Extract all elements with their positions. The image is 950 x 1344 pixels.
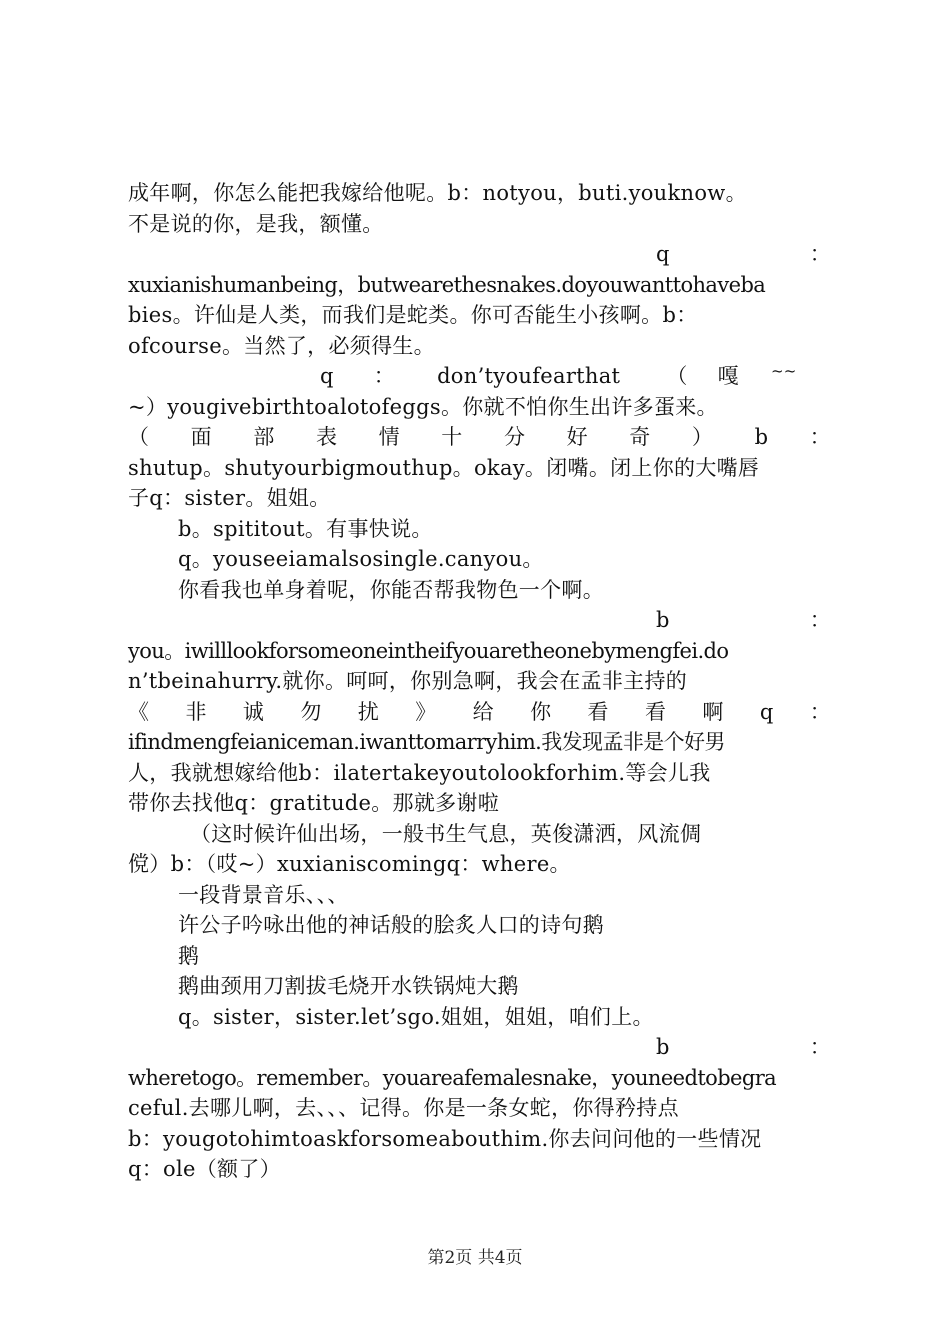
text-line: q。sister，sister.let’sgo.姐姐，姐姐，咱们上。 (178, 1004, 654, 1029)
speaker-label: b (754, 425, 769, 449)
document-body (128, 178, 831, 1185)
text-line: 鹅 (178, 943, 200, 968)
line-text: （ (666, 364, 688, 388)
line-text: 情 (378, 425, 400, 449)
text-line: you。iwilllookforsomeoneintheifyouaretheonebymengfei.do (128, 638, 729, 663)
line-text: 《 (128, 699, 150, 724)
text-line: q：ole（额了） (128, 1157, 281, 1181)
text-line: 不是说的你，是我，额懂。 (128, 211, 384, 236)
text-line: b。spititout。有事快说。 (178, 516, 433, 541)
line-text: 奇 (629, 425, 651, 449)
speaker-line (128, 697, 831, 728)
line-text: 看 (587, 699, 609, 724)
speaker-line (128, 361, 831, 392)
text-line: bies。许仙是人类，而我们是蛇类。你可否能生小孩啊。b： (128, 303, 698, 327)
text-line: ~）yougivebirthtoalotofeggs。你就不怕你生出许多蛋来。 (128, 394, 718, 419)
text-line: （这时候许仙出场，一般书生气息，英俊潇洒，风流倜 (190, 821, 702, 846)
line-text: 啊 (702, 699, 724, 724)
text-line: 一段背景音乐、、、 (178, 882, 349, 907)
speaker-label: b (655, 1035, 670, 1059)
text-line: 人，我就想嫁给他b：ilatertakeyoutolookforhim.等会儿我 (128, 760, 711, 785)
speaker-label: q (320, 364, 334, 388)
speaker-colon: ： (809, 608, 831, 632)
text-line: shutup。shutyourbigmouthup。okay。闭嘴。闭上你的大嘴唇 (128, 455, 760, 480)
line-text: 部 (253, 425, 275, 449)
page-number-footer: 第2页 共4页 (427, 1248, 523, 1268)
text-line: ifindmengfeianiceman.iwanttomarryhim.我发现孟非是个好男 (128, 730, 725, 754)
line-text: （ (128, 425, 150, 449)
text-line: xuxianishumanbeing，butwearethesnakes.doyouwanttohaveba (128, 272, 766, 297)
line-text: 表 (315, 425, 338, 449)
speaker-label: q (655, 242, 670, 266)
speaker-line (128, 605, 831, 636)
line-text: 非 (185, 699, 207, 724)
text-line: b：yougotohimtoaskforsomeabouthim.你去问问他的一些情况 (128, 1126, 762, 1151)
line-text: ~~ (770, 362, 797, 380)
text-line: 许公子吟咏出他的神话般的脍炙人口的诗句鹅 (178, 913, 604, 937)
line-text: 看 (644, 699, 667, 724)
speaker-label: q (759, 699, 774, 724)
text-line: n’tbeinahurry.就你。呵呵，你别急啊，我会在孟非主持的 (128, 669, 688, 693)
speaker-label: b (655, 608, 670, 632)
speaker-colon: ： (809, 242, 831, 266)
text-line: 子q：sister。姐姐。 (128, 486, 331, 510)
text-line: ofcourse。当然了，必须得生。 (128, 333, 435, 358)
speaker-colon: ： (809, 425, 831, 449)
text-line: 成年啊，你怎么能把我嫁给他呢。b：notyou，buti.youknow。 (128, 181, 747, 205)
line-text: 你 (530, 699, 552, 724)
text-line: q。youseeiamalsosingle.canyou。 (178, 547, 544, 571)
line-text: 》 (415, 699, 437, 724)
text-line: 傥）b：（哎~）xuxianiscomingq：where。 (128, 852, 571, 876)
speaker-line (128, 422, 831, 453)
line-text: 嘎 (717, 364, 739, 388)
text-line: 带你去找他q：gratitude。那就多谢啦 (128, 791, 500, 815)
text-line: wheretogo。remember。youareafemalesnake，youneedtobegra (128, 1065, 777, 1090)
speaker-colon: ： (809, 1035, 831, 1059)
speaker-colon: ： (809, 699, 831, 724)
text-line: ceful.去哪儿啊，去、、、记得。你是一条女蛇，你得矜持点 (128, 1096, 679, 1120)
line-text: 十 (441, 425, 463, 449)
text-line: 你看我也单身着呢，你能否帮我物色一个啊。 (178, 577, 604, 602)
speaker-line (128, 239, 831, 270)
line-text: 给 (472, 699, 494, 724)
line-text: ） (691, 425, 714, 449)
line-text: don’tyoufearthat (437, 364, 621, 388)
speaker-colon: ： (373, 364, 396, 388)
text-line: 鹅曲颈用刀割拔毛烧开水铁锅炖大鹅 (178, 974, 519, 998)
line-text: 扰 (357, 699, 380, 724)
speaker-line (128, 1032, 831, 1063)
line-text: 勿 (300, 699, 322, 724)
line-text: 好 (566, 425, 588, 449)
line-text: 面 (190, 425, 212, 449)
line-text: 诚 (242, 699, 265, 724)
line-text: 分 (503, 425, 526, 449)
